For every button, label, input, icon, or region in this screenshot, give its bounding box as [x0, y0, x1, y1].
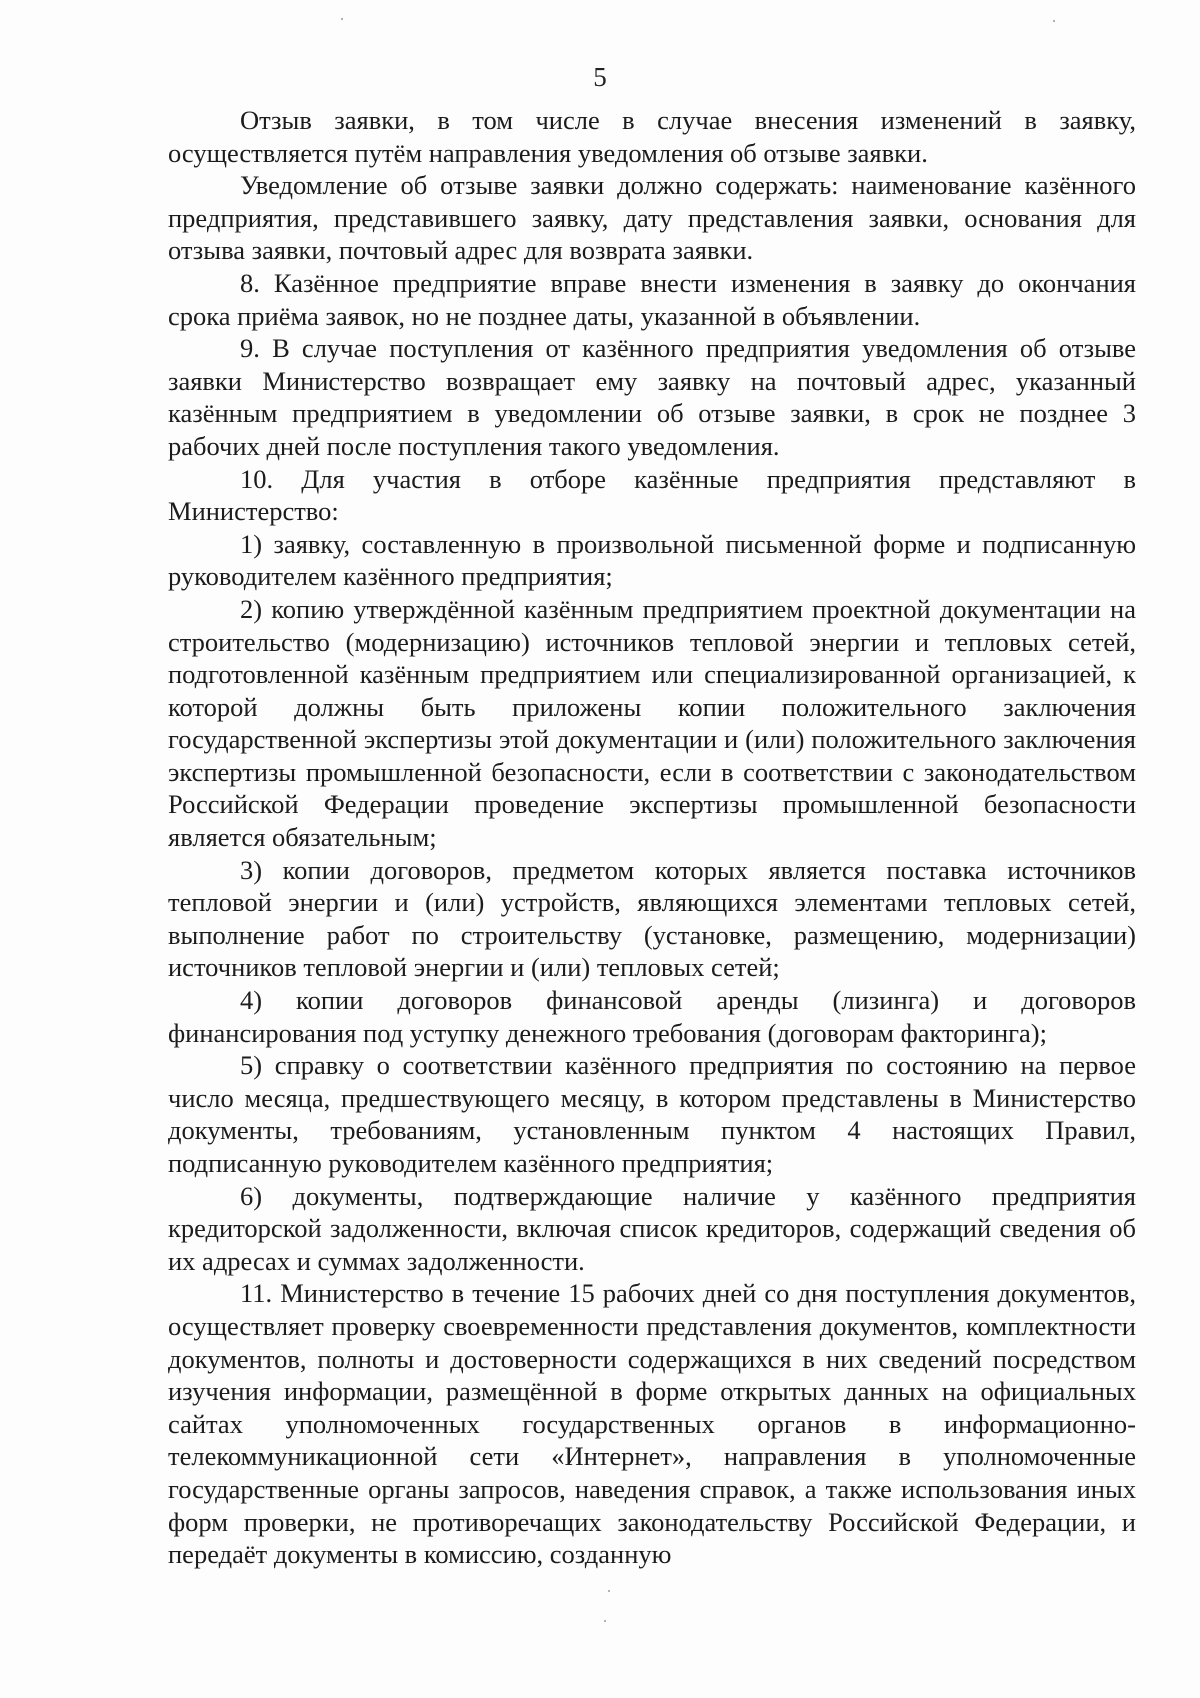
- list-item-6: 6) документы, подтверждающие наличие у казённого предприятия кредиторской задолженности, включая список кредиторов, содержащий сведения об их адресах и суммах задолженности.: [168, 1180, 1136, 1276]
- paragraph-withdrawal: Отзыв заявки, в том числе в случае внесения изменений в заявку, осуществляется путём направления уведомления об отзыве заявки.: [168, 105, 1136, 168]
- list-item-5: 5) справку о соответствии казённого предприятия по состоянию на первое число месяца, предшествующего месяцу, в котором представлены в Министерство документы, требованиям, установленным пунктом 4 настоящих Правил, подписанную руководителем казённого предприятия;: [168, 1050, 1136, 1178]
- document-body: [168, 104, 1136, 1571]
- list-item-1: 1) заявку, составленную в произвольной письменной форме и подписанную руководителем казённого предприятия;: [168, 528, 1136, 592]
- scan-speck: [341, 18, 343, 20]
- page-number: 5: [593, 62, 607, 92]
- list-item-2: 2) копию утверждённой казённым предприятием проектной документации на строительство (модернизацию) источников тепловой энергии и тепловых сетей, подготовленной казённым предприятием или специализированной организацией, к которой должны быть приложены копии положительного заключения государственной экспертизы этой документации и (или) положительного заключения экспертизы промышленной безопасности, если в соответствии с законодательством Российской Федерации проведение экспертизы промышленной безопасности является обязательным;: [168, 593, 1136, 853]
- list-item-4: 4) копии договоров финансовой аренды (лизинга) и договоров финансирования под уступку денежного требования (договорам факторинга);: [168, 985, 1136, 1048]
- paragraph-item-11: 11. Министерство в течение 15 рабочих дней со дня поступления документов, осуществляет проверку своевременности представления документов, комплектности документов, полноты и достоверности содержащихся в них сведений посредством изучения информации, размещённой в форме открытых данных на официальных сайтах уполномоченных государственных органов в информационно-телекоммуникационной сети «Интернет», направления в уполномоченные государственные органы запросов, наведения справок, а также использования иных форм проверки, не противоречащих законодательству Российской Федерации, и передаёт документы в комиссию, созданную: [168, 1278, 1136, 1570]
- paragraph-notice-content: Уведомление об отзыве заявки должно содержать: наименование казённого предприятия, представившего заявку, дату представления заявки, основания для отзыва заявки, почтовый адрес для возврата заявки.: [168, 170, 1136, 266]
- scan-speck: [608, 1590, 610, 1592]
- paragraph-item-9: 9. В случае поступления от казённого предприятия уведомления об отзыве заявки Министерство возвращает ему заявку на почтовый адрес, указанный казённым предприятием в уведомлении об отзыве заявки, в срок не позднее 3 рабочих дней после поступления такого уведомления.: [168, 333, 1136, 461]
- list-item-3: 3) копии договоров, предметом которых является поставка источников тепловой энергии и (или) устройств, являющихся элементами тепловых сетей, выполнение работ по строительству (установке, размещению, модернизации) источников тепловой энергии и (или) тепловых сетей;: [168, 854, 1136, 983]
- paragraph-item-8: 8. Казённое предприятие вправе внести изменения в заявку до окончания срока приёма заявок, но не позднее даты, указанной в объявлении.: [168, 267, 1136, 331]
- scan-speck: [604, 1620, 606, 1622]
- scan-speck: [1053, 20, 1055, 22]
- paragraph-item-10: 10. Для участия в отборе казённые предприятия представляют в Министерство:: [168, 463, 1136, 527]
